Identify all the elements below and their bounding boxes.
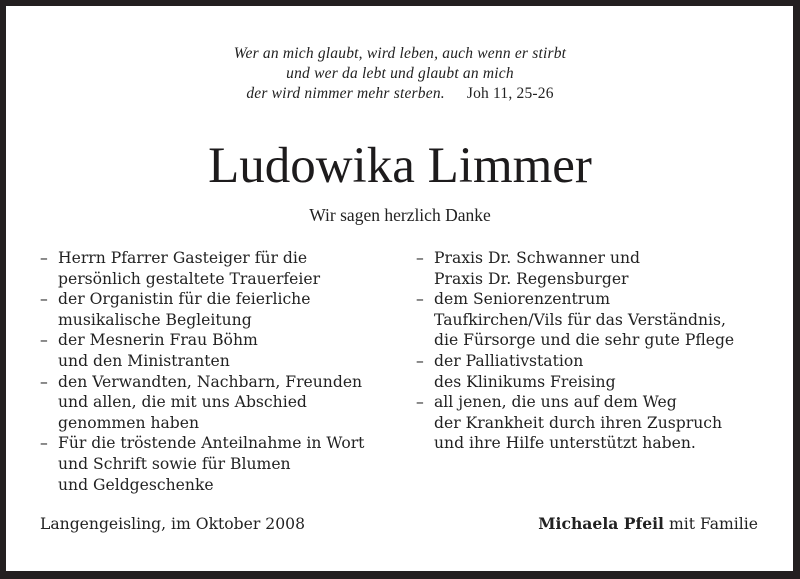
list-item-line: genommen haben (58, 413, 200, 432)
list-item-line: und den Ministranten (58, 351, 230, 370)
list-item-line: Praxis Dr. Regensburger (434, 269, 629, 288)
left-thanks-list (40, 248, 364, 495)
list-item (40, 248, 364, 289)
list-item-line: der Organistin für die feierliche (58, 290, 311, 309)
thanks-heading: Wir sagen herzlich Danke (309, 205, 491, 225)
quote-line: der wird nimmer mehr sterben. (246, 85, 445, 102)
signer-suffix: mit Familie (668, 515, 758, 533)
dash-bullet: – (416, 351, 424, 370)
list-item-line: die Fürsorge und die sehr gute Pflege (434, 331, 735, 350)
dash-bullet: – (416, 393, 424, 412)
list-item (40, 433, 364, 495)
quote-line: Wer an mich glaubt, wird leben, auch wenn er stirbt (233, 45, 567, 62)
bible-quote (0, 44, 800, 104)
list-item-line: der Krankheit durch ihren Zuspruch (434, 413, 723, 432)
list-item (416, 248, 734, 289)
list-item-line: Für die tröstende Anteilnahme in Wort (58, 434, 365, 453)
dash-bullet: – (416, 290, 424, 309)
list-item-line: Herrn Pfarrer Gasteiger für die (58, 249, 308, 267)
dash-bullet: – (40, 249, 48, 267)
list-item-line: persönlich gestaltete Trauerfeier (58, 269, 321, 288)
list-item-line: musikalische Begleitung (58, 310, 252, 329)
list-item (40, 372, 364, 434)
list-item (416, 351, 734, 392)
list-item-line: all jenen, die uns auf dem Weg (434, 393, 677, 412)
right-thanks-list (416, 248, 734, 454)
dash-bullet: – (40, 372, 48, 391)
signature (538, 513, 758, 535)
list-item-line: der Mesnerin Frau Böhm (58, 331, 258, 350)
list-item-line: und Schrift sowie für Blumen (58, 454, 291, 473)
list-item-line: Taufkirchen/Vils für das Verständnis, (434, 310, 726, 329)
list-item (416, 289, 734, 351)
dash-bullet: – (40, 434, 48, 453)
list-item-line: des Klinikums Freising (434, 372, 616, 391)
list-item-line: Praxis Dr. Schwanner und (434, 249, 641, 267)
list-item-line: und allen, die mit uns Abschied (58, 393, 307, 412)
list-item (40, 289, 364, 330)
dash-bullet: – (40, 331, 48, 350)
quote-line-with-ref (0, 84, 800, 104)
list-item-line: der Palliativstation (434, 351, 584, 370)
list-item (416, 392, 734, 454)
dash-bullet: – (40, 290, 48, 309)
list-item-line: den Verwandten, Nachbarn, Freunden (58, 372, 363, 391)
deceased-name: Ludowika Limmer (208, 138, 592, 194)
quote-reference: Joh 11, 25-26 (466, 85, 554, 102)
signer-name: Michaela Pfeil (538, 514, 664, 533)
list-item (40, 330, 364, 371)
list-item-line: dem Seniorenzentrum (434, 290, 611, 309)
list-item-line: und Geldgeschenke (58, 475, 214, 494)
list-item-line: und ihre Hilfe unterstützt haben. (434, 434, 696, 453)
quote-line: und wer da lebt und glaubt an mich (286, 65, 514, 82)
place-date: Langengeisling, im Oktober 2008 (40, 515, 305, 533)
dash-bullet: – (416, 249, 424, 267)
